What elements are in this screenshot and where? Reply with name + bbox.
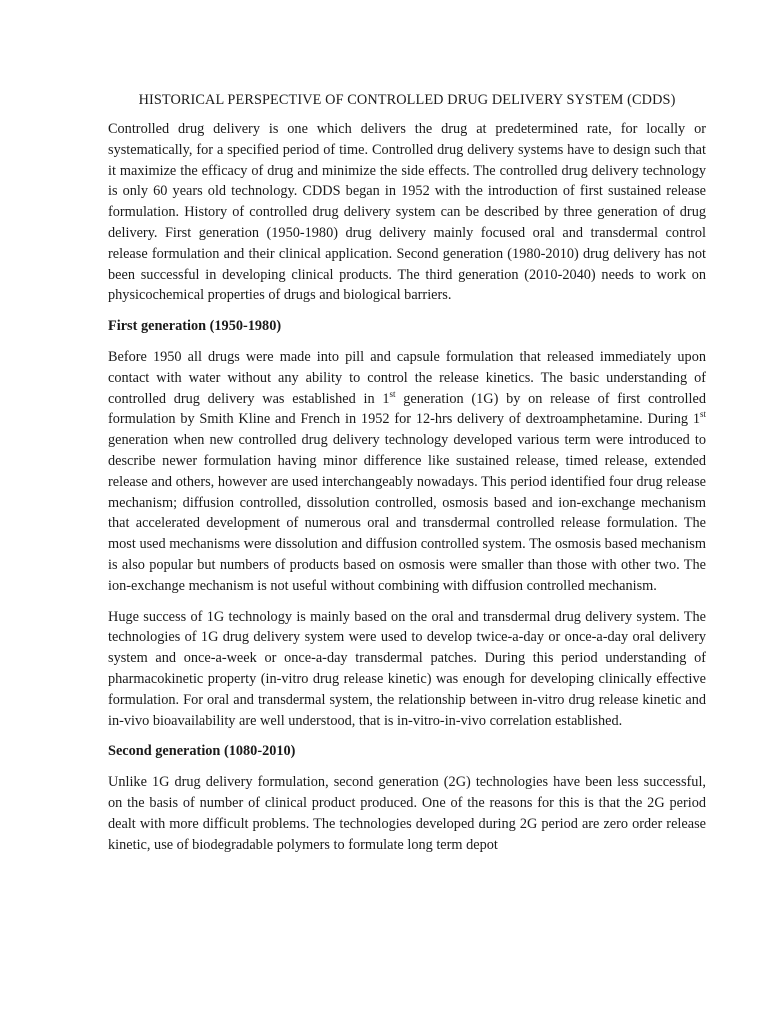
first-generation-paragraph-1 bbox=[108, 347, 706, 597]
second-generation-heading: Second generation (1080-2010) bbox=[108, 743, 296, 760]
text-run: generation when new controlled drug delivery technology developed various term were introduced to describe newer formulation having minor difference like sustained release, timed release, extended release and others, however are used interchangeably nowadays. This period identified four drug release mechanism; diffusion controlled, dissolution controlled, osmosis based and ion-exchange mechanism that accelerated development of numerous oral and transdermal controlled release formulation. The most used mechanisms were dissolution and diffusion controlled system. The osmosis based mechanism is also popular but numbers of products based on osmosis were smaller than those with other two. The ion-exchange mechanism is not useful without combining with diffusion controlled mechanism. bbox=[108, 432, 706, 594]
first-generation-heading: First generation (1950-1980) bbox=[108, 318, 282, 335]
first-generation-paragraph-2: Huge success of 1G technology is mainly based on the oral and transdermal drug delivery system. The technologies of 1G drug delivery system were used to develop twice-a-day or once-a-day oral delivery system and once-a-week or once-a-day transdermal patches. During this period understanding of pharmacokinetic property (in-vitro drug release kinetic) was enough for developing clinically effective formulation. For oral and transdermal system, the relationship between in-vitro drug release kinetic and in-vivo bioavailability are well understood, that is in-vitro-in-vivo correlation established. bbox=[108, 608, 706, 729]
intro-paragraph: Controlled drug delivery is one which delivers the drug at predetermined rate, for locally or systematically, for a specified period of time. Controlled drug delivery systems have to design such that it maximize the efficacy of drug and minimize the side effects. The controlled drug delivery technology is only 60 years old technology. CDDS began in 1952 with the introduction of first sustained release formulation. History of controlled drug delivery system can be described by three generation of drug delivery. First generation (1950-1980) drug delivery mainly focused oral and transdermal control release formulation and their clinical application. Second generation (1980-2010) drug delivery has not been successful in developing clinical products. The third generation (2010-2040) needs to work on physicochemical properties of drugs and biological barriers. bbox=[108, 121, 706, 304]
text-run: generation (1G) by on release of first controlled formulation by Smith Kline and French in 1952 for 12-hrs delivery of dextroamphetamine. During 1 bbox=[108, 390, 706, 428]
text-run: Before 1950 all drugs were made into pill and capsule formulation that released immediately upon contact with water without any ability to control the release kinetics. The basic understanding of controlled drug delivery was established in 1 bbox=[108, 348, 706, 407]
second-generation-paragraph-1: Unlike 1G drug delivery formulation, second generation (2G) technologies have been less successful, on the basis of number of clinical product produced. One of the reasons for this is that the 2G period dealt with more difficult problems. The technologies developed during 2G period are zero order release kinetic, use of biodegradable polymers to formulate long term depot bbox=[108, 774, 706, 853]
superscript-st: st bbox=[699, 409, 706, 420]
superscript-st: st bbox=[389, 388, 396, 399]
document-title: HISTORICAL PERSPECTIVE OF CONTROLLED DRUG DELIVERY SYSTEM (CDDS) bbox=[138, 92, 676, 108]
